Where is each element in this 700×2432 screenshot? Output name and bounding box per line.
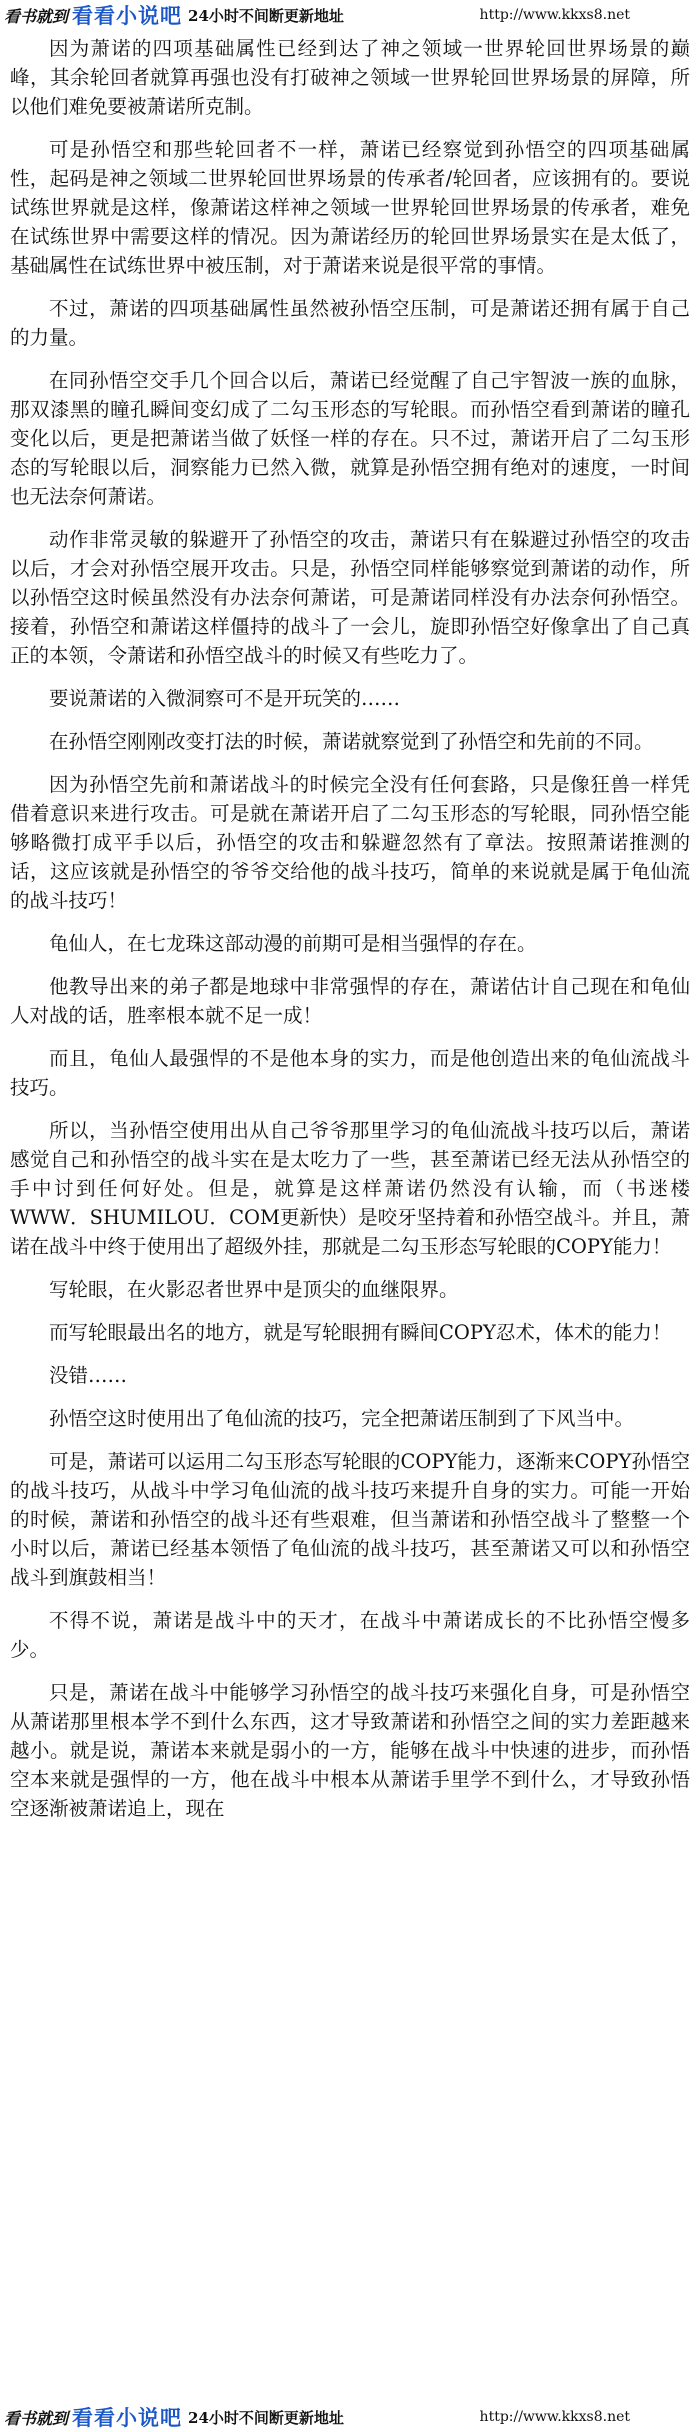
paragraph: 没错…… xyxy=(49,1364,128,1387)
paragraph: 写轮眼，在火影忍者世界中是顶尖的血继限界。 xyxy=(49,1278,459,1301)
paragraph: 龟仙人，在七龙珠这部动漫的前期可是相当强悍的存在。 xyxy=(49,932,537,955)
paragraph: 他教导出来的弟子都是地球中非常强悍的存在，萧诺估计自己现在和龟仙人对战的话，胜率根本就不足一成！ xyxy=(10,975,690,1027)
banner-url[interactable]: http://www.kkxs8.net xyxy=(479,2409,630,2425)
paragraph: 不过，萧诺的四项基础属性虽然被孙悟空压制，可是萧诺还拥有属于自己的力量。 xyxy=(10,297,690,349)
paragraph: 要说萧诺的入微洞察可不是开玩笑的…… xyxy=(49,687,401,710)
paragraph: 因为孙悟空先前和萧诺战斗的时候完全没有任何套路，只是像狂兽一样凭借着意识来进行攻击。可是就在萧诺开启了二勾玉形态的写轮眼，同孙悟空能够略微打成平手以后，孙悟空的攻击和躲避忽然有了章法。按照萧诺推测的话，这应该就是孙悟空的爷爷交给他的战斗技巧，简单的来说就是属于龟仙流的战斗技巧！ xyxy=(10,773,690,912)
chapter-body xyxy=(10,34,690,2396)
paragraph: 因为萧诺的四项基础属性已经到达了神之领域一世界轮回世界场景的巅峰，其余轮回者就算再强也没有打破神之领域一世界轮回世界场景的屏障，所以他们难免要被萧诺所克制。 xyxy=(10,37,690,118)
banner-update-text: 24小时不间断更新地址 xyxy=(188,2408,344,2427)
paragraph: 只是，萧诺在战斗中能够学习孙悟空的战斗技巧来强化自身，可是孙悟空从萧诺那里根本学不到什么东西，这才导致萧诺和孙悟空之间的实力差距越来越小。就是说，萧诺本来就是弱小的一方，能够在战斗中快速的进步，而孙悟空本来就是强悍的一方，他在战斗中根本从萧诺手里学不到什么，才导致孙悟空逐渐被萧诺追上，现在 xyxy=(10,1681,690,1820)
banner-update-text: 24小时不间断更新地址 xyxy=(188,6,344,25)
paragraph: 动作非常灵敏的躲避开了孙悟空的攻击，萧诺只有在躲避过孙悟空的攻击以后，才会对孙悟空展开攻击。只是，孙悟空同样能够察觉到萧诺的动作，所以孙悟空这时候虽然没有办法奈何萧诺，可是萧诺同样没有办法奈何孙悟空。接着，孙悟空和萧诺这样僵持的战斗了一会儿，旋即孙悟空好像拿出了自己真正的本领，令萧诺和孙悟空战斗的时候又有些吃力了。 xyxy=(10,528,690,667)
top-banner xyxy=(0,0,700,30)
paragraph: 在同孙悟空交手几个回合以后，萧诺已经觉醒了自己宇智波一族的血脉，那双漆黑的瞳孔瞬间变幻成了二勾玉形态的写轮眼。而孙悟空看到萧诺的瞳孔变化以后，更是把萧诺当做了妖怪一样的存在。只不过，萧诺开启了二勾玉形态的写轮眼以后，洞察能力已然入微，就算是孙悟空拥有绝对的速度，一时间也无法奈何萧诺。 xyxy=(10,369,690,508)
paragraph: 不得不说，萧诺是战斗中的天才，在战斗中萧诺成长的不比孙悟空慢多少。 xyxy=(10,1609,690,1661)
paragraph: 而且，龟仙人最强悍的不是他本身的实力，而是他创造出来的龟仙流战斗技巧。 xyxy=(10,1047,690,1099)
banner-url[interactable]: http://www.kkxs8.net xyxy=(479,7,630,23)
brand-logo[interactable]: 看看小说吧 xyxy=(72,2406,183,2430)
bottom-banner xyxy=(0,2402,700,2432)
banner-slogan: 看书就到 xyxy=(4,2408,69,2428)
brand-logo[interactable]: 看看小说吧 xyxy=(72,4,183,28)
paragraph: 而写轮眼最出名的地方，就是写轮眼拥有瞬间COPY忍术，体术的能力！ xyxy=(49,1321,672,1344)
paragraph: 孙悟空这时使用出了龟仙流的技巧，完全把萧诺压制到了下风当中。 xyxy=(49,1407,635,1430)
paragraph: 可是孙悟空和那些轮回者不一样，萧诺已经察觉到孙悟空的四项基础属性，起码是神之领域二世界轮回世界场景的传承者/轮回者，应该拥有的。要说试练世界就是这样，像萧诺这样神之领域一世界轮回世界场景的传承者，难免在试练世界中需要这样的情况。因为萧诺经历的轮回世界场景实在是太低了，基础属性在试练世界中被压制，对于萧诺来说是很平常的事情。 xyxy=(10,138,690,277)
paragraph: 所以，当孙悟空使用出从自己爷爷那里学习的龟仙流战斗技巧以后，萧诺感觉自己和孙悟空的战斗实在是太吃力了一些，甚至萧诺已经无法从孙悟空的手中讨到任何好处。但是，就算是这样萧诺仍然没有认输，而（书迷楼WWW．SHUMILOU．COM更新快）是咬牙坚持着和孙悟空战斗。并且，萧诺在战斗中终于使用出了超级外挂，那就是二勾玉形态写轮眼的COPY能力！ xyxy=(10,1119,690,1258)
banner-slogan: 看书就到 xyxy=(4,6,69,26)
paragraph: 在孙悟空刚刚改变打法的时候，萧诺就察觉到了孙悟空和先前的不同。 xyxy=(49,730,654,753)
paragraph: 可是，萧诺可以运用二勾玉形态写轮眼的COPY能力，逐渐来COPY孙悟空的战斗技巧，从战斗中学习龟仙流的战斗技巧来提升自身的实力。可能一开始的时候，萧诺和孙悟空的战斗还有些艰难，但当萧诺和孙悟空战斗了整整一个小时以后，萧诺已经基本领悟了龟仙流的战斗技巧，甚至萧诺又可以和孙悟空战斗到旗鼓相当！ xyxy=(10,1450,690,1589)
